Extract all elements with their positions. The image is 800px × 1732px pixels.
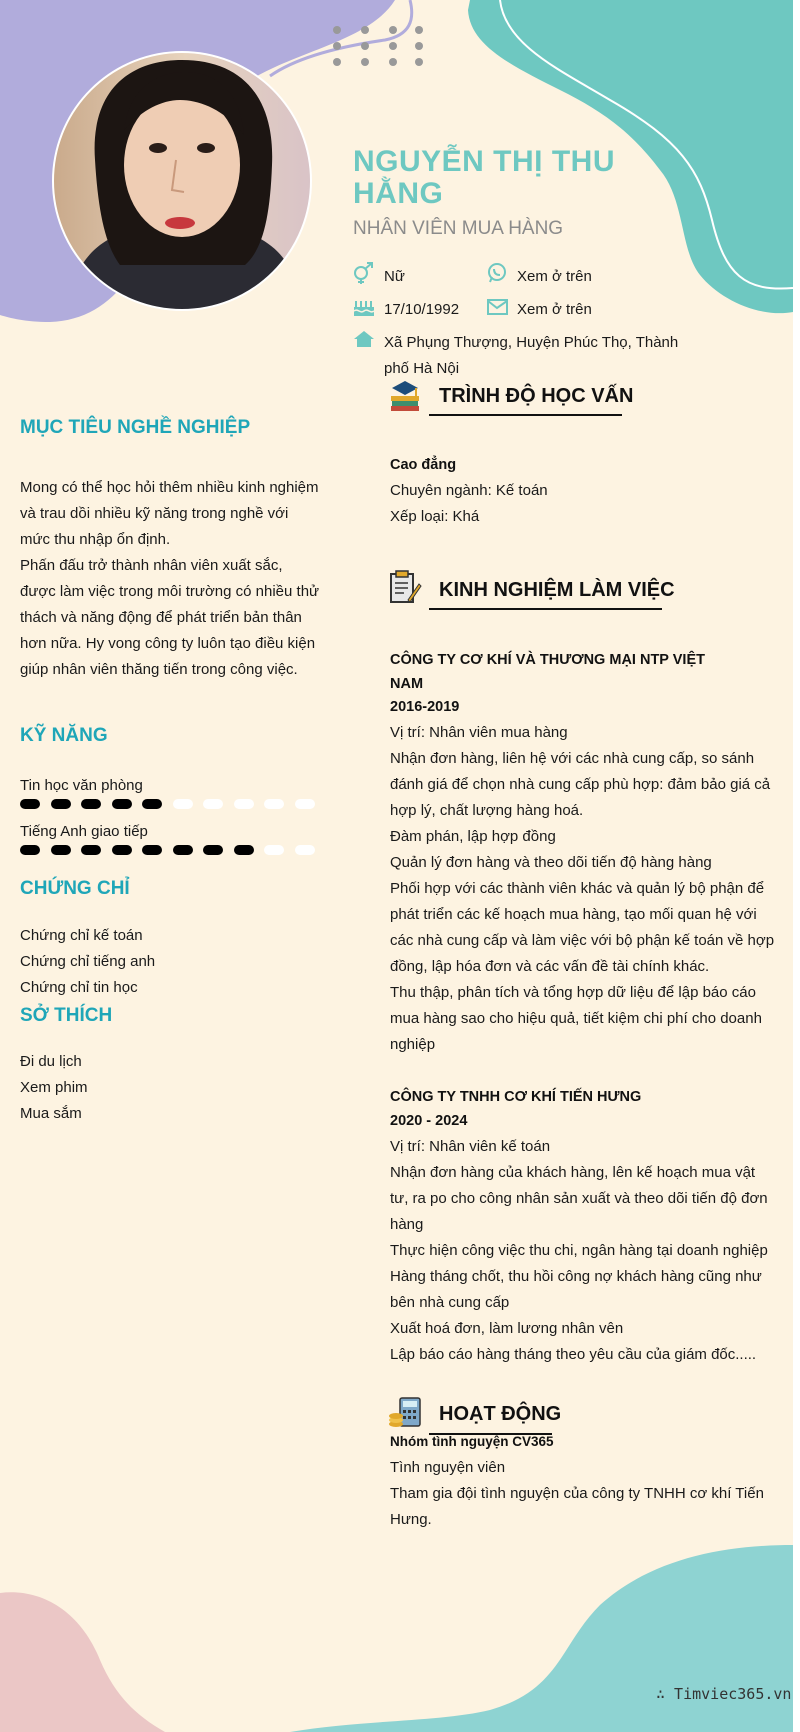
job-company: CÔNG TY TNHH CƠ KHÍ TIẾN HƯNG [390, 1089, 642, 1105]
pink-blob [0, 1592, 165, 1732]
skill-dash-filled [203, 845, 223, 855]
certificate-item: Chứng chỉ kế toán [20, 927, 143, 944]
skill-dash-empty [173, 799, 193, 809]
skill-dash-empty [264, 845, 284, 855]
skill-dash-filled [112, 799, 132, 809]
address-value: Xã Phụng Thượng, Huyện Phúc Thọ, Thành phố Hà Nội [384, 334, 679, 377]
education-title-underline [429, 414, 622, 416]
skill-dash-filled [142, 799, 162, 809]
skill-dash-filled [20, 845, 40, 855]
candidate-name: NGUYỄN THỊ THU HẰNG [353, 145, 615, 210]
activities-calculator-icon [388, 1396, 422, 1430]
certificate-item: Chứng chỉ tiếng anh [20, 953, 156, 970]
activity-group: Nhóm tình nguyện CV365 [390, 1434, 554, 1449]
birthday-cake-icon [352, 296, 376, 318]
job-details: Vị trí: Nhân viên kế toán Nhận đơn hàng của khách hàng, lên kế hoạch mua vật tư, ra po cho công nhân sản xuất và theo dõi tiến độ đơn hàng Thực hiện công việc thu chi, ngân hàng tại doanh nghiệp Hàng tháng chốt, thu hồi công nợ khách hàng cũng như bên nhà cung cấp Xuất hoá đơn, làm lương nhân vên Lập báo cáo hàng tháng theo yêu cầu của giám đốc..... [390, 1138, 768, 1363]
hobby-item: Mua sắm [20, 1105, 82, 1122]
education-books-icon [388, 376, 422, 412]
skill-dash-empty [203, 799, 223, 809]
objective-text: Mong có thể học hỏi thêm nhiều kinh nghiệm và trau dồi nhiều kỹ năng trong nghề với mức thu nhập ổn định. Phấn đấu trở thành nhân viên xuất sắc, được làm việc trong môi trường có nhiều thử thách và năng động để phát triển bản thân hơn nữa. Hy vong công ty luôn tạo điều kiện giúp nhân viên thăng tiến trong công việc. [20, 479, 320, 678]
skill-dash-empty [295, 845, 315, 855]
activity-text: Tham gia đội tình nguyện của công ty TNHH cơ khí Tiến Hưng. [390, 1485, 764, 1528]
hobbies-title: SỞ THÍCH [20, 1005, 113, 1026]
experience-title-underline [429, 608, 662, 610]
email-icon [486, 297, 510, 317]
education-title: TRÌNH ĐỘ HỌC VẤN [439, 385, 634, 407]
skill-dash-filled [51, 799, 71, 809]
activities-title: HOẠT ĐỘNG [439, 1403, 562, 1425]
hobby-item: Xem phim [20, 1079, 88, 1096]
skill-rating-bar [20, 799, 320, 811]
job-details: Vị trí: Nhân viên mua hàng Nhận đơn hàng, liên hệ với các nhà cung cấp, so sánh đánh giá để chọn nhà cung cấp phù hợp: đảm bảo giá cả hợp lý, chất lượng hàng hoá. Đàm phán, lập hợp đồng Quản lý đơn hàng và theo dõi tiến độ hàng hàng Phối hợp với các thành viên khác và quản lý bộ phận để phát triển các kế hoạch mua hàng, tạo mối quan hệ với các nhà cung cấp và làm việc với bộ phận kế toán về hợp đồng, lập hóa đơn và các vấn đề tài chính khác. Thu thập, phân tích và tổng hợp dữ liệu để lập báo cáo mua hàng sao cho hiệu quả, tiết kiệm chi phí cho doanh nghiệp [390, 724, 775, 1053]
experience-title: KINH NGHIỆM LÀM VIỆC [439, 579, 675, 601]
skills-title: KỸ NĂNG [20, 725, 108, 746]
skill-dash-filled [234, 845, 254, 855]
skill-name: Tiếng Anh giao tiếp [20, 823, 148, 840]
job-company: CÔNG TY CƠ KHÍ VÀ THƯƠNG MẠI NTP VIỆT NAM [390, 652, 705, 692]
objective-title: MỤC TIÊU NGHỀ NGHIỆP [20, 417, 251, 438]
experience-clipboard-icon [388, 570, 422, 604]
skill-dash-filled [142, 845, 162, 855]
skill-rating-bar [20, 845, 320, 857]
skill-dash-empty [295, 799, 315, 809]
job-position: NHÂN VIÊN MUA HÀNG [353, 218, 564, 239]
education-grade: Xếp loại: Khá [390, 508, 480, 525]
phone-icon [486, 262, 508, 284]
gender-icon [352, 262, 376, 284]
gender-value: Nữ [384, 268, 405, 285]
home-icon [352, 329, 376, 349]
email-value: Xem ở trên [517, 301, 592, 318]
education-level: Cao đẳng [390, 457, 457, 473]
skill-dash-filled [173, 845, 193, 855]
watermark-logo: ∴ Timviec365.vn [656, 1685, 792, 1703]
job-period: 2020 - 2024 [390, 1113, 468, 1129]
skill-name: Tin học văn phòng [20, 777, 143, 794]
skill-dash-filled [112, 845, 132, 855]
certificate-item: Chứng chỉ tin học [20, 979, 138, 996]
skill-dash-empty [264, 799, 284, 809]
job-period: 2016-2019 [390, 699, 460, 715]
activity-role: Tình nguyện viên [390, 1459, 506, 1476]
phone-value: Xem ở trên [517, 268, 592, 285]
skill-dash-filled [81, 845, 101, 855]
teal-bottom-blob [290, 1545, 793, 1732]
skill-dash-filled [81, 799, 101, 809]
education-major: Chuyên ngành: Kế toán [390, 482, 548, 499]
dob-value: 17/10/1992 [384, 301, 460, 318]
hobby-item: Đi du lịch [20, 1053, 82, 1070]
skill-dash-empty [234, 799, 254, 809]
certificates-title: CHỨNG CHỈ [20, 878, 130, 899]
skill-dash-filled [20, 799, 40, 809]
skill-dash-filled [51, 845, 71, 855]
